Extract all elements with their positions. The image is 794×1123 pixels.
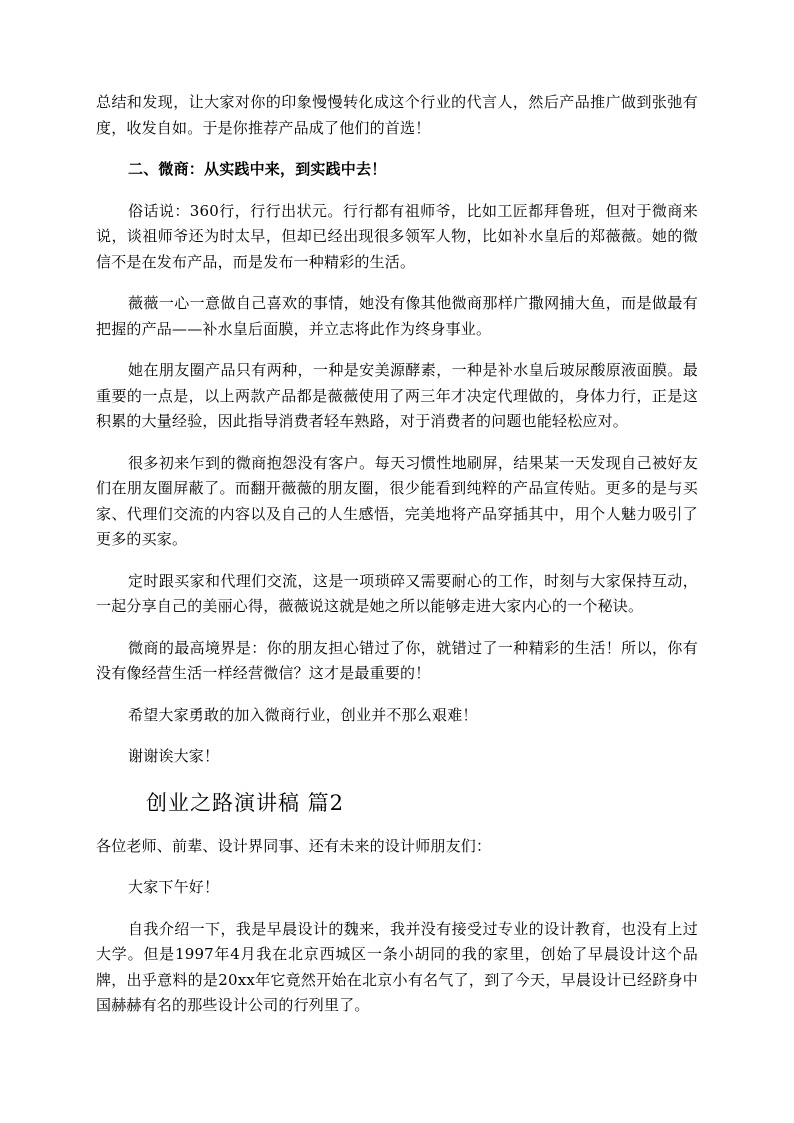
paragraph: 自我介绍一下，我是早晨设计的魏来，我并没有接受过专业的设计教育，也没有上过大学。但是1997年4月我在北京西城区一条小胡同的我的家里，创始了早晨设计这个品牌，出乎意料的是20xx年它竟然开始在北京小有名气了，到了今天，早晨设计已经跻身中国赫赫有名的那些设计公司的行列里了。: [96, 919, 698, 1014]
paragraph: 大家下午好！: [128, 878, 220, 896]
paragraph-salutation: 各位老师、前辈、设计界同事、还有未来的设计师朋友们：: [96, 836, 492, 855]
section-heading: 二、微商：从实践中来，到实践中去！: [128, 160, 387, 178]
chapter-title: 创业之路演讲稿 篇2: [146, 790, 345, 815]
paragraph: 薇薇一心一意做自己喜欢的事情，她没有像其他微商那样广撒网捕大鱼，而是做最有把握的产品——补水皇后面膜，并立志将此作为终身事业。: [96, 294, 698, 338]
paragraph: 希望大家勇敢的加入微商行业，创业并不那么艰难！: [128, 705, 478, 724]
document-page: [96, 90, 698, 1035]
paragraph-continuation: 总结和发现，让大家对你的印象慢慢转化成这个行业的代言人，然后产品推广做到张弛有度，收发自如。于是你推荐产品成了他们的首选！: [96, 93, 698, 137]
paragraph: 微商的最高境界是：你的朋友担心错过了你，就错过了一种精彩的生活！所以，你有没有像经营生活一样经营微信？这才是最重要的！: [96, 638, 698, 682]
paragraph: 很多初来乍到的微商抱怨没有客户。每天习惯性地刷屏，结果某一天发现自己被好友们在朋友圈屏蔽了。而翻开薇薇的朋友圈，很少能看到纯粹的产品宣传贴。更多的是与买家、代理们交流的内容以及自己的人生感悟，完美地将产品穿插其中，用个人魅力吸引了更多的买家。: [96, 453, 698, 548]
paragraph: 谢谢诶大家！: [128, 747, 220, 765]
paragraph: 定时跟买家和代理们交流，这是一项琐碎又需要耐心的工作，时刻与大家保持互动，一起分享自己的美丽心得，薇薇说这就是她之所以能够走进大家内心的一个秘诀。: [96, 571, 698, 615]
paragraph: 她在朋友圈产品只有两种，一种是安美源酵素，一种是补水皇后玻尿酸原液面膜。最重要的一点是，以上两款产品都是薇薇使用了两三年才决定代理做的，身体力行，正是这积累的大量经验，因此指导消费者轻车熟路，对于消费者的问题也能轻松应对。: [96, 361, 698, 430]
paragraph: 俗话说：360行，行行出状元。行行都有祖师爷，比如工匠都拜鲁班，但对于微商来说，谈祖师爷还为时太早，但却已经出现很多领军人物，比如补水皇后的郑薇薇。她的微信不是在发布产品，而是发布一种精彩的生活。: [96, 201, 698, 271]
